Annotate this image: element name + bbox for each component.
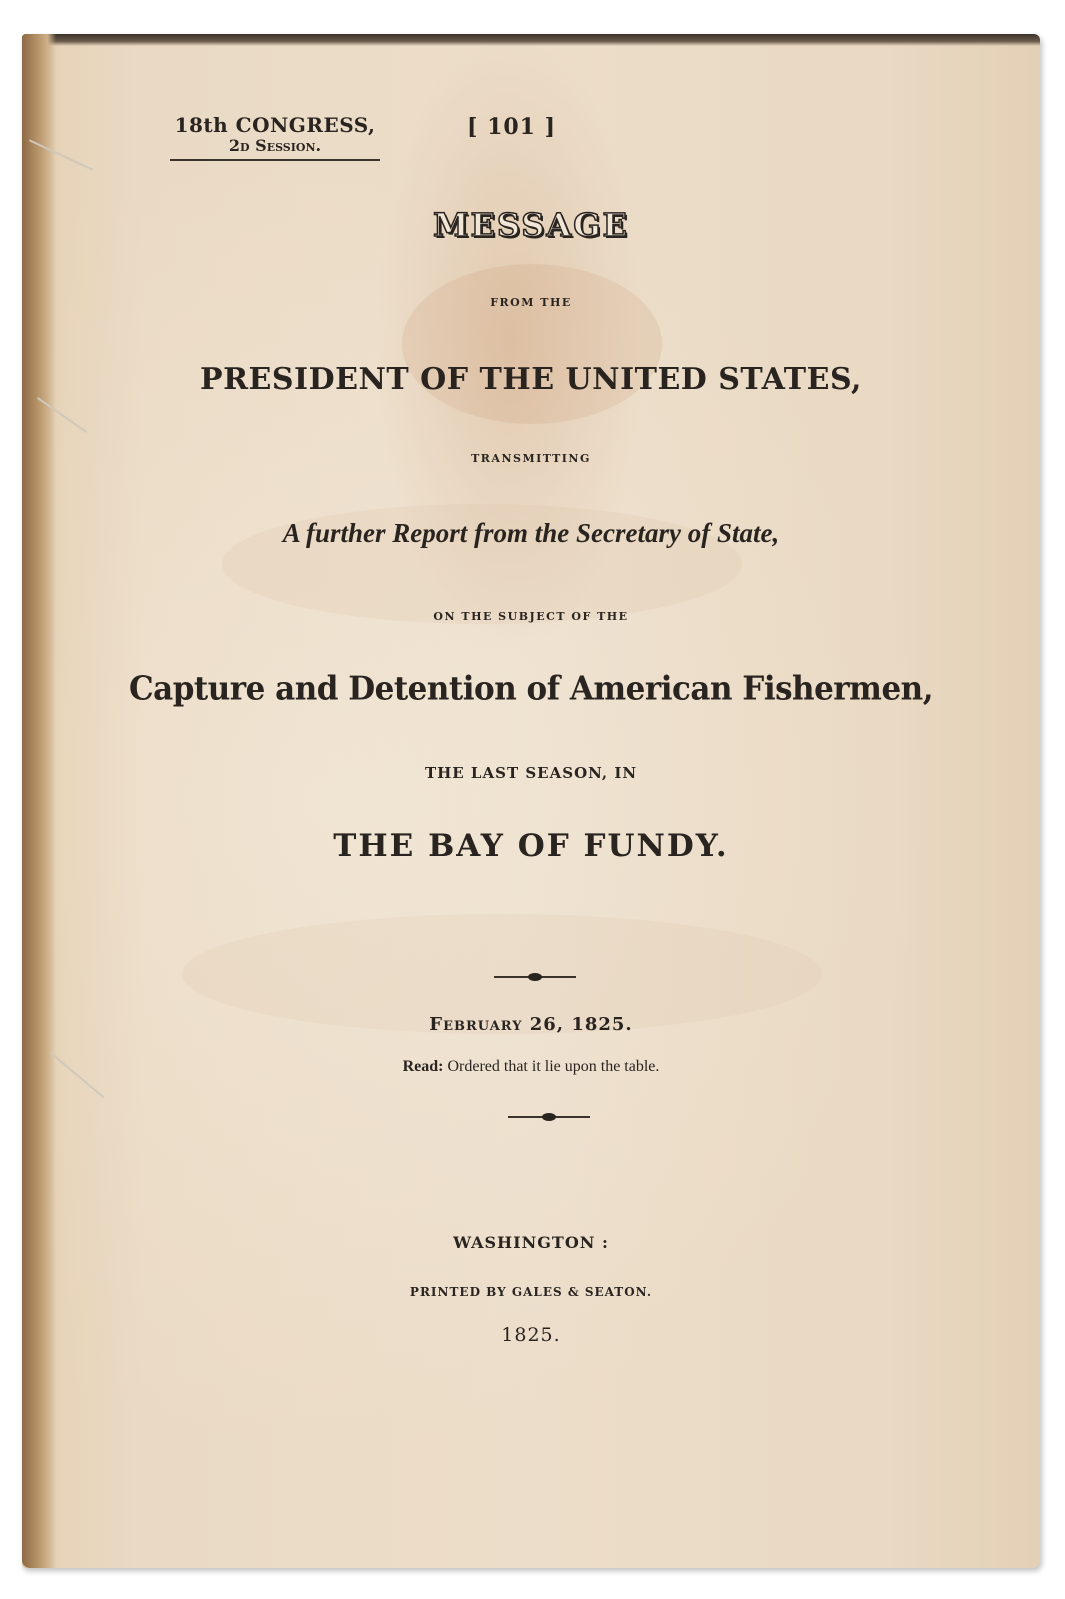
printer-line: PRINTED BY GALES & SEATON. bbox=[409, 1285, 653, 1299]
congress-session-header bbox=[170, 114, 380, 161]
document-number: [ 101 ] bbox=[467, 114, 557, 140]
document-page bbox=[22, 34, 1040, 1568]
page-top-edge bbox=[22, 34, 1040, 46]
foxing-stain bbox=[402, 264, 662, 424]
read-text: Ordered that it lie upon the table. bbox=[447, 1058, 660, 1075]
bay-of-fundy-line: THE BAY OF FUNDY. bbox=[333, 828, 729, 864]
from-the-line: FROM THE bbox=[490, 296, 572, 309]
last-season-line: THE LAST SEASON, IN bbox=[424, 764, 638, 782]
read-line bbox=[22, 1058, 1040, 1076]
date-line: February 26, 1825. bbox=[429, 1014, 633, 1035]
rule-ornament bbox=[528, 973, 542, 981]
message-heading: MESSAGE bbox=[433, 206, 629, 244]
further-report-line: A further Report from the Secretary of State, bbox=[282, 518, 780, 548]
place-of-printing: WASHINGTON : bbox=[453, 1233, 609, 1252]
imprint-year: 1825. bbox=[501, 1324, 561, 1346]
session-label: 2d Session. bbox=[228, 136, 322, 155]
read-label: Read: bbox=[402, 1058, 444, 1075]
president-line: PRESIDENT OF THE UNITED STATES, bbox=[200, 362, 862, 397]
capture-detention-line: Capture and Detention of American Fishermen, bbox=[129, 670, 933, 708]
subject-line: ON THE SUBJECT OF THE bbox=[433, 610, 629, 623]
congress-label: 18th CONGRESS, bbox=[174, 113, 376, 137]
ornamental-rule bbox=[494, 976, 576, 978]
transmitting-line: TRANSMITTING bbox=[471, 452, 591, 465]
rule-ornament bbox=[542, 1113, 556, 1121]
ornamental-rule bbox=[508, 1116, 590, 1118]
